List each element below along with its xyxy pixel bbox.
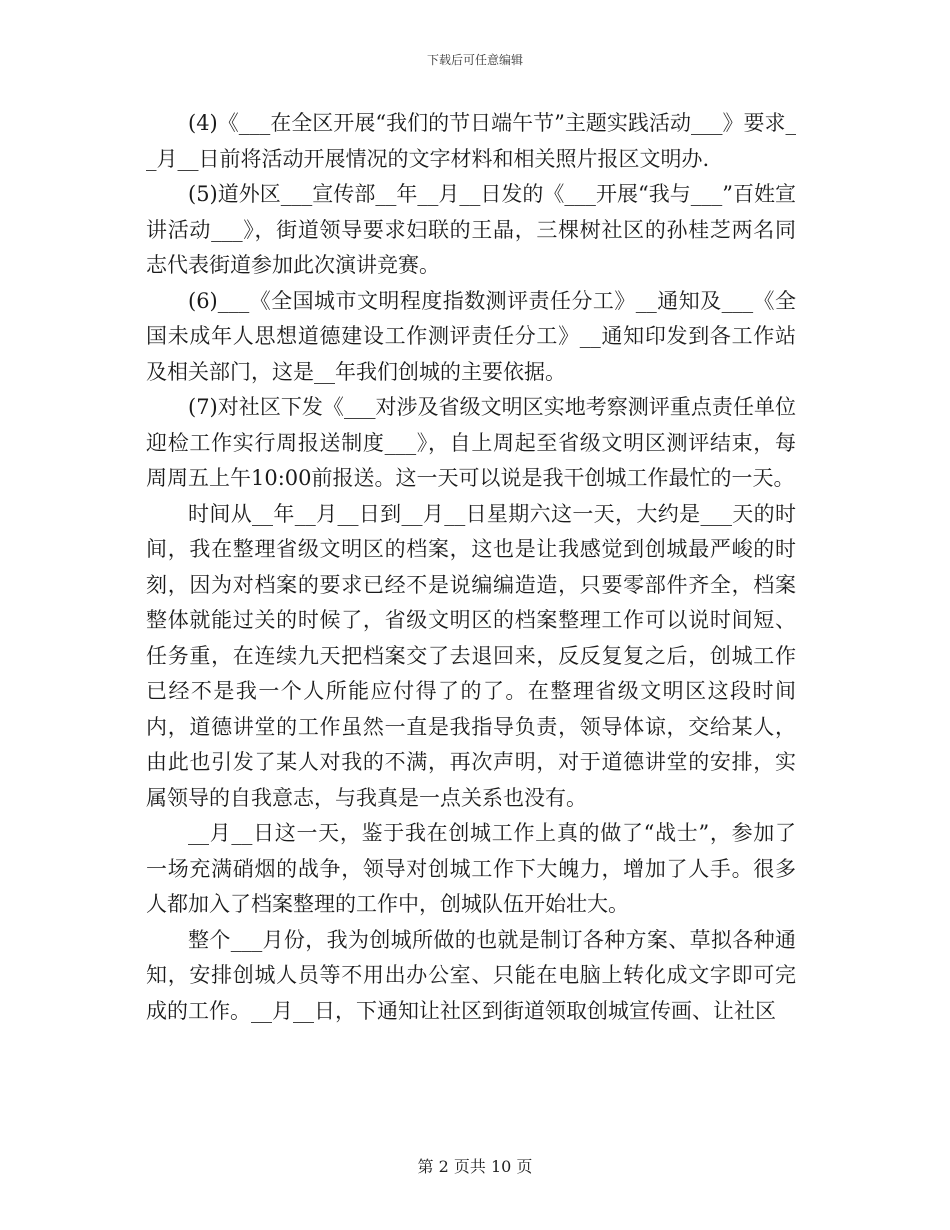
paragraph-team-expansion: __月__日这一天，鉴于我在创城工作上真的做了“战士”，参加了一场充满硝烟的战争，领导对创城工作下大魄力，增加了人手。很多人都加入了档案整理的工作中，创城队伍开始壮大。 bbox=[146, 821, 796, 916]
paragraph-archive-period: 时间从__年__月__日到__月__日星期六这一天，大约是___天的时间，我在整理省级文明区的档案，这也是让我感觉到创城最严峻的时刻，因为对档案的要求已经不是说编编造造，只要零部件齐全，档案整体就能过关的时候了，省级文明区的档案整理工作可以说时间短、任务重，在连续九天把档案交了去退回来，反反复复之后，创城工作已经不是我一个人所能应付得了的了。在整理省级文明区这段时间内，道德讲堂的工作虽然一直是我指导负责，领导体谅，交给某人，由此也引发了某人对我的不满，再次声明，对于道德讲堂的安排，实属领导的自我意志，与我真是一点关系也没有。 bbox=[146, 501, 796, 810]
paragraph-monthly-work: 整个___月份，我为创城所做的也就是制订各种方案、草拟各种通知，安排创城人员等不用出办公室、只能在电脑上转化成文字即可完成的工作。__月__日，下通知让社区到街道领取创城宣传画、让社区 bbox=[146, 927, 796, 1023]
paragraph-item-7: (7)对社区下发《___对涉及省级文明区实地考察测评重点责任单位迎检工作实行周报送制度___》，自上周起至省级文明区测评结束，每周周五上午10:00前报送。这一天可以说是我干创城工作最忙的一天。 bbox=[146, 395, 796, 490]
page-header: 下载后可任意编辑 bbox=[426, 53, 523, 67]
paragraph-item-5: (5)道外区___宣传部__年__月__日发的《___开展“我与___”百姓宣讲活动___》，街道领导要求妇联的王晶，三棵树社区的孙桂芝两名同志代表街道参加此次演讲竞赛。 bbox=[146, 182, 796, 277]
paragraph-item-4: (4)《___在全区开展“我们的节日端午节”主题实践活动___》要求__月__日前将活动开展情况的文字材料和相关照片报区文明办. bbox=[146, 111, 796, 171]
page-number-footer: 第 2 页共 10 页 bbox=[417, 1157, 533, 1176]
document-body bbox=[146, 106, 796, 1029]
paragraph-item-6: (6)___《全国城市文明程度指数测评责任分工》__通知及___《全国未成年人思想道德建设工作测评责任分工》__通知印发到各工作站及相关部门，这是__年我们创城的主要依据。 bbox=[146, 288, 796, 384]
